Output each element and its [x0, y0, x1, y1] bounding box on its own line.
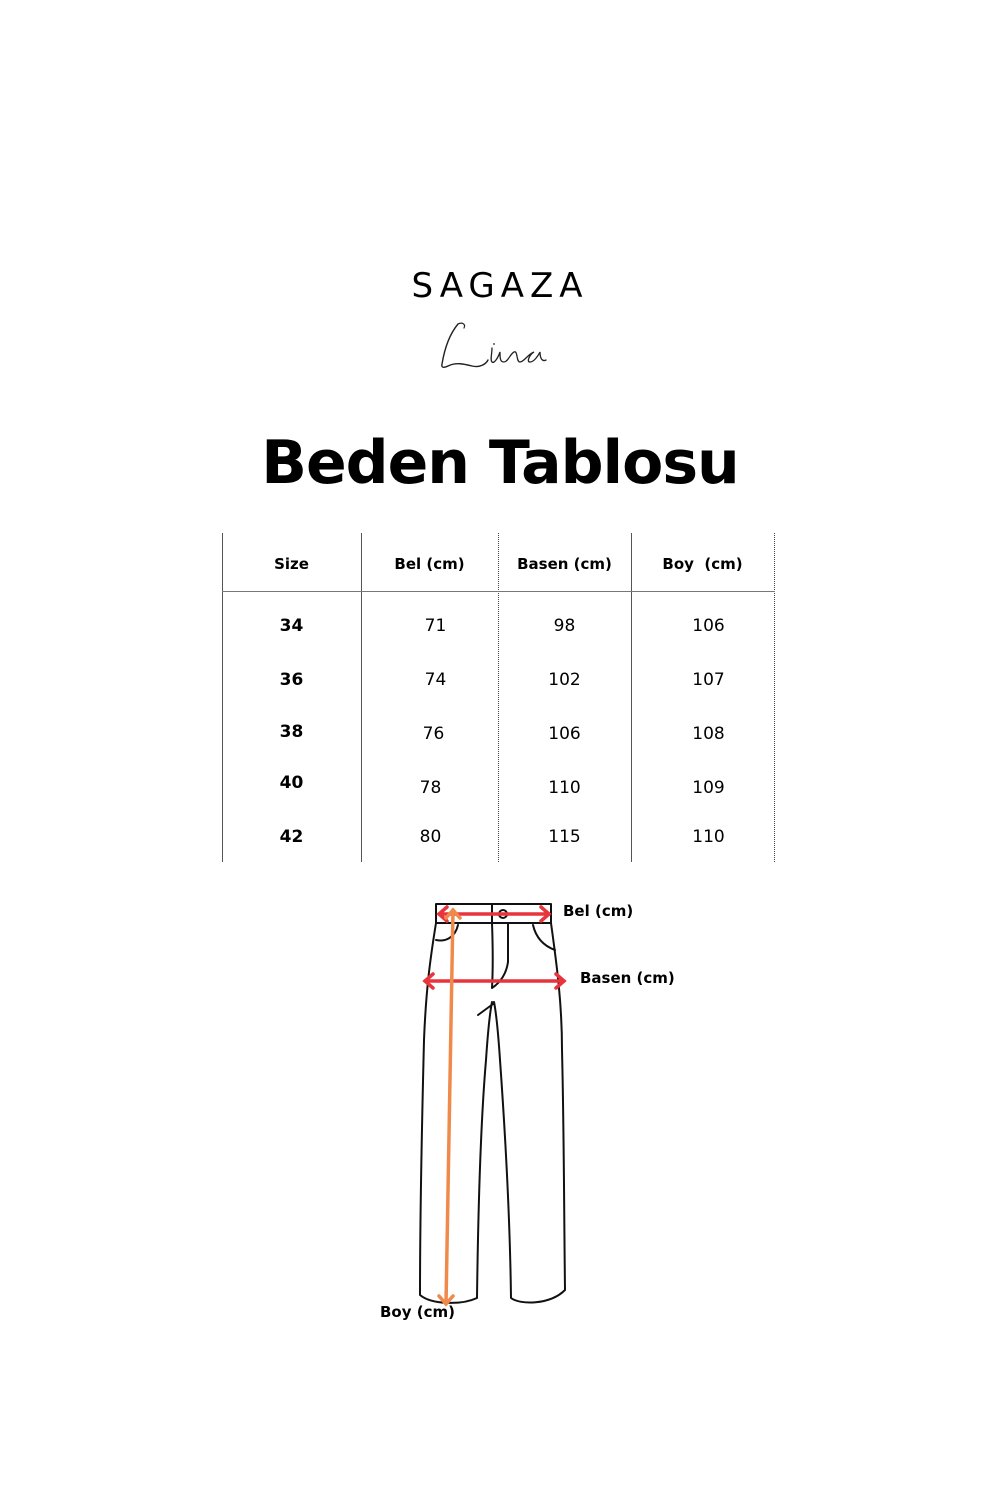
table-border-right: [774, 533, 775, 862]
table-cell-waist: 78: [419, 778, 442, 798]
brand-name: SAGAZA: [411, 266, 589, 306]
header-hip: Basen (cm): [517, 555, 612, 573]
table-cell-length: 109: [692, 778, 725, 798]
page-title: Beden Tablosu: [261, 428, 739, 498]
table-cell-hip: 102: [548, 670, 581, 690]
table-cell-size: 36: [279, 670, 304, 690]
table-cell-waist: 71: [424, 616, 447, 636]
table-cell-hip: 98: [553, 616, 576, 636]
table-cell-size: 42: [279, 827, 304, 847]
table-divider: [631, 533, 632, 862]
measurement-diagram: [0, 880, 1000, 1340]
table-cell-length: 106: [692, 616, 725, 636]
header-size: Size: [274, 555, 309, 573]
table-cell-hip: 115: [548, 827, 581, 847]
table-divider: [498, 533, 499, 862]
waist-label: Bel (cm): [563, 902, 634, 920]
table-border-left: [222, 533, 223, 862]
length-label: Boy (cm): [380, 1303, 455, 1321]
lina-script-logo: [430, 318, 555, 378]
trousers-illustration: [0, 880, 1000, 1340]
header-separator: [222, 591, 775, 592]
table-cell-length: 108: [692, 724, 725, 744]
hip-label: Basen (cm): [580, 969, 675, 987]
table-cell-size: 38: [279, 722, 304, 742]
table-cell-waist: 76: [422, 724, 445, 744]
table-cell-size: 40: [279, 773, 304, 793]
table-cell-waist: 74: [424, 670, 447, 690]
table-cell-hip: 110: [548, 778, 581, 798]
table-divider: [361, 533, 362, 862]
header-waist: Bel (cm): [394, 555, 465, 573]
table-cell-length: 110: [692, 827, 725, 847]
table-cell-size: 34: [279, 616, 304, 636]
table-cell-hip: 106: [548, 724, 581, 744]
header-length: Boy (cm): [662, 555, 743, 573]
table-cell-length: 107: [692, 670, 725, 690]
size-table: [222, 533, 775, 862]
table-cell-waist: 80: [419, 827, 442, 847]
